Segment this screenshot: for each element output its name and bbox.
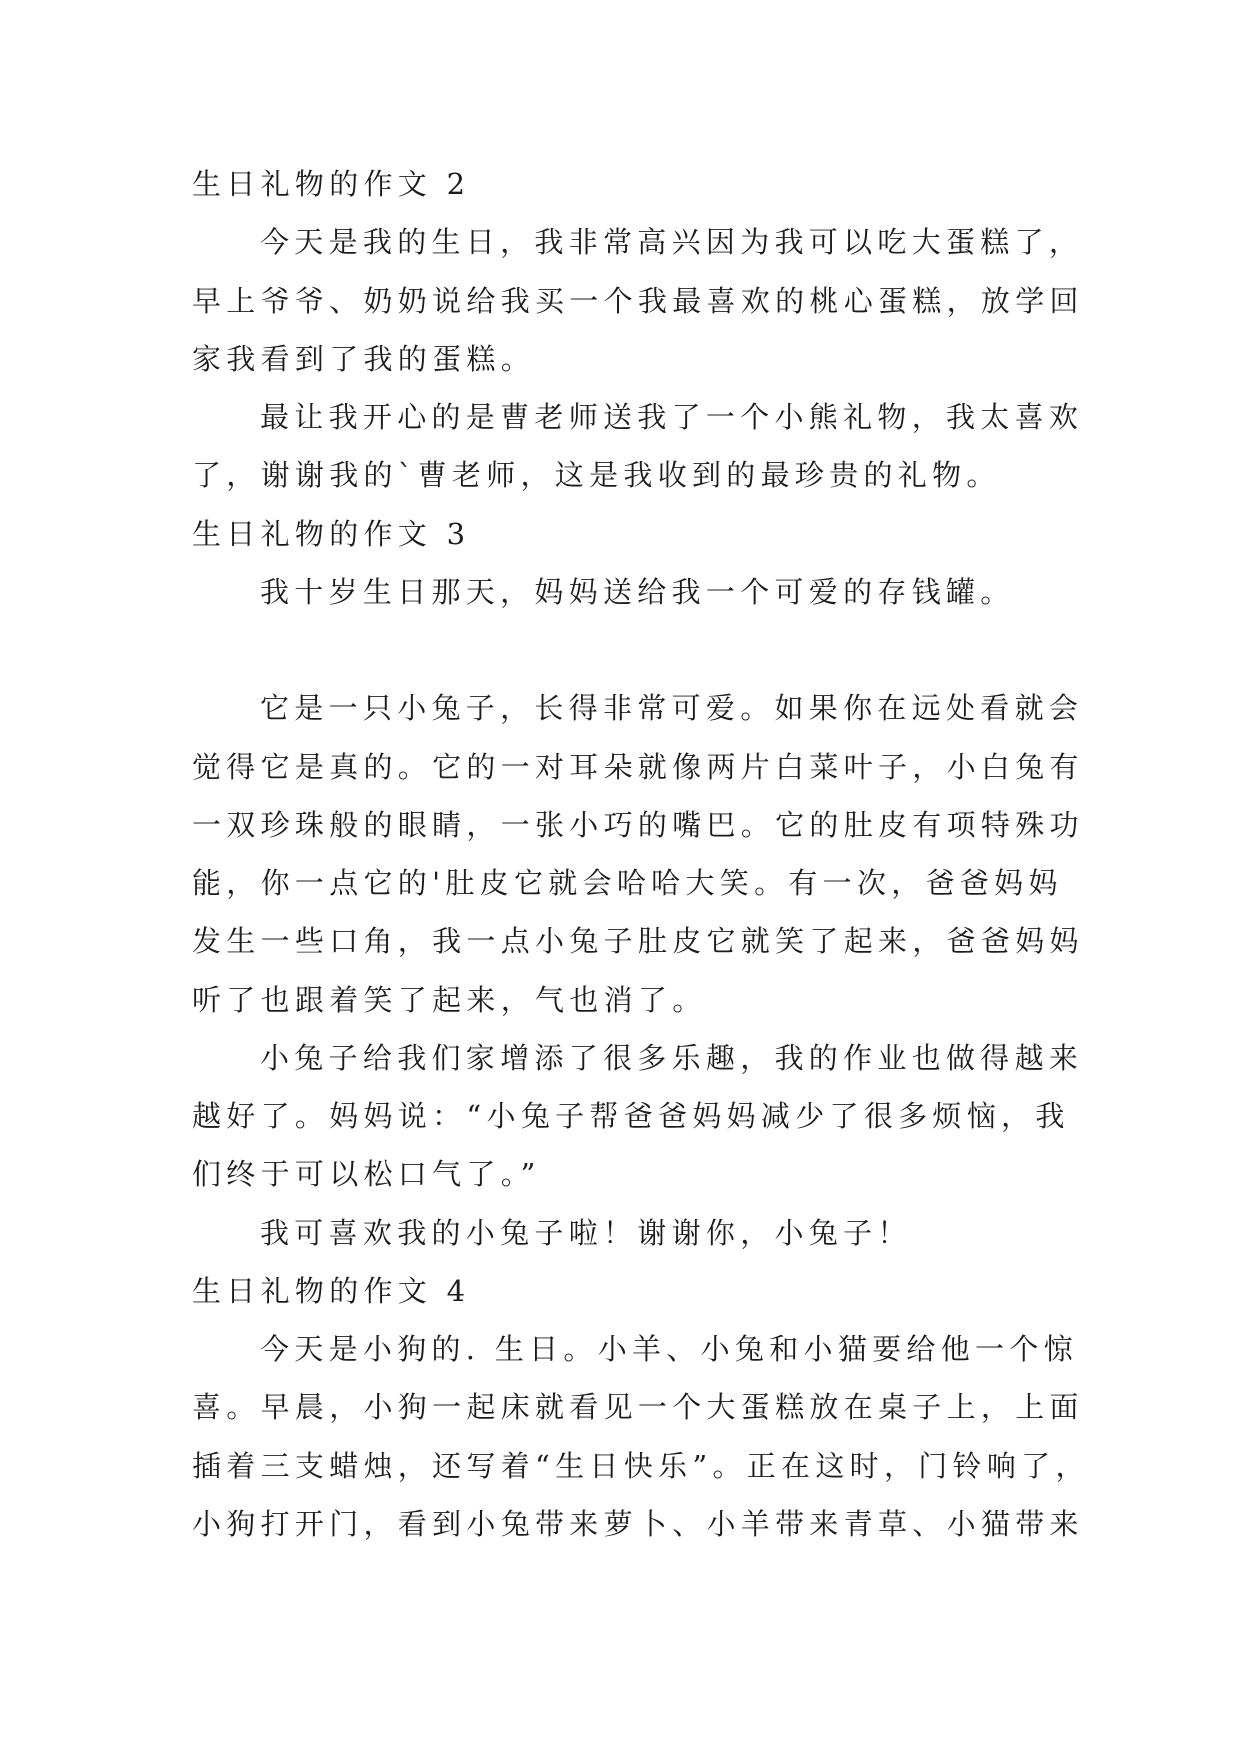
paragraph — [192, 1320, 1092, 1553]
paragraph — [192, 388, 1092, 505]
paragraph-line: 喜。早晨，小狗一起床就看见一个大蛋糕放在桌子上，上面 — [192, 1390, 1084, 1425]
paragraph-line: 插着三支蜡烛，还写着“生日快乐”。正在这时，门铃响了， — [192, 1448, 1090, 1483]
paragraph-line: 我可喜欢我的小兔子啦！谢谢你，小兔子！ — [260, 1215, 912, 1250]
paragraph-line: 发生一些口角，我一点小兔子肚皮它就笑了起来，爸爸妈妈 — [192, 924, 1084, 959]
paragraph-line: 觉得它是真的。它的一对耳朵就像两片白菜叶子，小白兔有 — [192, 749, 1084, 784]
paragraph-line: 小狗打开门，看到小兔带来萝卜、小羊带来青草、小猫带来 — [192, 1506, 1084, 1541]
paragraph-line: 小兔子给我们家增添了很多乐趣，我的作业也做得越来 — [260, 1040, 1084, 1075]
paragraph-line: 我十岁生日那天，妈妈送给我一个可爱的存钱罐。 — [260, 574, 1015, 609]
paragraph-line: 们终于可以松口气了。” — [192, 1157, 541, 1192]
paragraph-line: 能，你一点它的'肚皮它就会哈哈大笑。有一次，爸爸妈妈 — [192, 866, 1063, 900]
paragraph-line: 越好了。妈妈说：“小兔子帮爸爸妈妈减少了很多烦恼，我 — [192, 1099, 1070, 1133]
paragraph — [192, 563, 1092, 621]
paragraph-line: 家我看到了我的蛋糕。 — [192, 341, 536, 376]
paragraph — [192, 679, 1092, 1029]
paragraph-line: 今天是小狗的. 生日。小羊、小兔和小猫要给他一个惊 — [260, 1332, 1078, 1366]
essay-section — [192, 1262, 1092, 1553]
essay-section — [192, 155, 1092, 505]
paragraph-line: 早上爷爷、奶奶说给我买一个我最喜欢的桃心蛋糕，放学回 — [192, 283, 1084, 318]
paragraph — [192, 213, 1092, 388]
section-title: 生日礼物的作文 2 — [192, 167, 471, 201]
paragraph — [192, 1204, 1092, 1262]
paragraph-line: 了，谢谢我的`曹老师，这是我收到的最珍贵的礼物。 — [192, 458, 1001, 493]
paragraph-line: 最让我开心的是曹老师送我了一个小熊礼物，我太喜欢 — [260, 400, 1084, 434]
paragraph-line: 一双珍珠般的眼睛，一张小巧的嘴巴。它的肚皮有项特殊功 — [192, 807, 1084, 842]
essay-section — [192, 505, 1092, 1262]
paragraph-line: 今天是我的生日，我非常高兴因为我可以吃大蛋糕了， — [260, 225, 1084, 260]
section-title: 生日礼物的作文 3 — [192, 516, 471, 551]
paragraph — [192, 1029, 1092, 1204]
section-title: 生日礼物的作文 4 — [192, 1273, 471, 1308]
paragraph-line: 它是一只小兔子，长得非常可爱。如果你在远处看就会 — [260, 691, 1084, 726]
paragraph-line: 听了也跟着笑了起来，气也消了。 — [192, 982, 707, 1017]
document-body — [192, 155, 1092, 1553]
